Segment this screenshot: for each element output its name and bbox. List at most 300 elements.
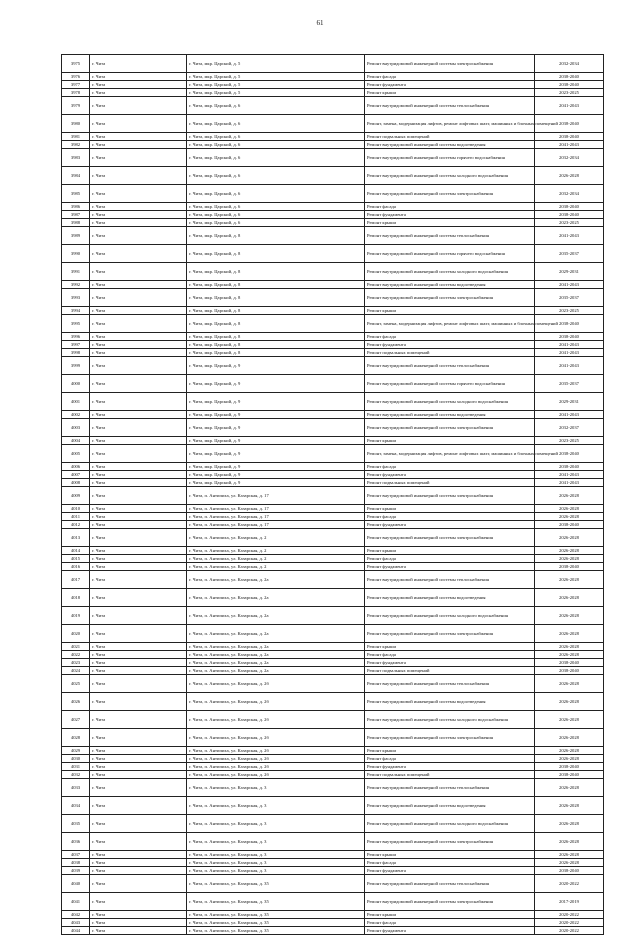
address-cell: г. Чита, мкр. Царский, д. 9: [187, 357, 365, 375]
work-type-cell: Ремонт подвальных помещений: [365, 667, 535, 675]
table-row: [62, 281, 604, 289]
planned-period-cell: 2032-2037: [535, 419, 604, 437]
municipality-cell: г. Чита: [90, 227, 187, 245]
table-row: [62, 149, 604, 167]
planned-period-cell: 2038-2040: [535, 763, 604, 771]
work-type-cell: Ремонт фундамента: [365, 563, 535, 571]
work-type-cell: Ремонт, замена, модернизация лифтов, ремонт лифтовых шахт, машинных и блочных помещений: [365, 315, 535, 333]
address-cell: г. Чита, мкр. Царский, д. 8: [187, 227, 365, 245]
row-number-cell: 4026: [62, 693, 90, 711]
planned-period-cell: 2026-2028: [535, 651, 604, 659]
table-row: [62, 797, 604, 815]
address-cell: г. Чита, мкр. Царский, д. 8: [187, 281, 365, 289]
row-number-cell: 3993: [62, 289, 90, 307]
table-row: [62, 73, 604, 81]
planned-period-cell: 2026-2028: [535, 505, 604, 513]
row-number-cell: 4028: [62, 729, 90, 747]
work-type-cell: Ремонт внутридомовой инженерной системы электроснабжения: [365, 55, 535, 73]
table-row: [62, 521, 604, 529]
table-row: [62, 711, 604, 729]
work-type-cell: Ремонт внутридомовой инженерной системы теплоснабжения: [365, 357, 535, 375]
planned-period-cell: 2035-2037: [535, 375, 604, 393]
municipality-cell: г. Чита: [90, 471, 187, 479]
municipality-cell: г. Чита: [90, 55, 187, 73]
work-type-cell: Ремонт крыши: [365, 437, 535, 445]
planned-period-cell: 2041-2043: [535, 471, 604, 479]
row-number-cell: 4038: [62, 859, 90, 867]
work-type-cell: Ремонт внутридомовой инженерной системы электроснабжения: [365, 833, 535, 851]
address-cell: г. Чита, п. Антипиха, ул. Казарская, д. 3: [187, 797, 365, 815]
work-type-cell: Ремонт фасада: [365, 333, 535, 341]
municipality-cell: г. Чита: [90, 747, 187, 755]
row-number-cell: 4001: [62, 393, 90, 411]
table-row: [62, 643, 604, 651]
planned-period-cell: 2023-2025: [535, 89, 604, 97]
row-number-cell: 4000: [62, 375, 90, 393]
row-number-cell: 3986: [62, 203, 90, 211]
municipality-cell: г. Чита: [90, 505, 187, 513]
table-row: [62, 185, 604, 203]
address-cell: г. Чита, мкр. Царский, д. 9: [187, 471, 365, 479]
municipality-cell: г. Чита: [90, 411, 187, 419]
municipality-cell: г. Чита: [90, 115, 187, 133]
work-type-cell: Ремонт крыши: [365, 851, 535, 859]
table-row: [62, 875, 604, 893]
work-type-cell: Ремонт фундамента: [365, 763, 535, 771]
row-number-cell: 4044: [62, 927, 90, 935]
row-number-cell: 4030: [62, 755, 90, 763]
planned-period-cell: 2032-2034: [535, 149, 604, 167]
row-number-cell: 4040: [62, 875, 90, 893]
table-row: [62, 289, 604, 307]
row-number-cell: 4010: [62, 505, 90, 513]
municipality-cell: г. Чита: [90, 307, 187, 315]
address-cell: г. Чита, мкр. Царский, д. 6: [187, 219, 365, 227]
municipality-cell: г. Чита: [90, 555, 187, 563]
address-cell: г. Чита, п. Антипиха, ул. Казарская, д. 2а: [187, 607, 365, 625]
work-type-cell: Ремонт крыши: [365, 89, 535, 97]
work-type-cell: Ремонт фундамента: [365, 867, 535, 875]
address-cell: г. Чита, мкр. Царский, д. 6: [187, 211, 365, 219]
row-number-cell: 3994: [62, 307, 90, 315]
work-type-cell: Ремонт внутридомовой инженерной системы водоотведения: [365, 693, 535, 711]
address-cell: г. Чита, п. Антипиха, ул. Казарская, д. 2б: [187, 675, 365, 693]
work-type-cell: Ремонт фасада: [365, 463, 535, 471]
work-type-cell: Ремонт внутридомовой инженерной системы холодного водоснабжения: [365, 607, 535, 625]
municipality-cell: г. Чита: [90, 771, 187, 779]
work-type-cell: Ремонт фундамента: [365, 341, 535, 349]
row-number-cell: 3988: [62, 219, 90, 227]
address-cell: г. Чита, мкр. Царский, д. 5: [187, 73, 365, 81]
table-row: [62, 437, 604, 445]
municipality-cell: г. Чита: [90, 333, 187, 341]
table-row: [62, 341, 604, 349]
work-type-cell: Ремонт внутридомовой инженерной системы горячего водоснабжения: [365, 375, 535, 393]
row-number-cell: 4018: [62, 589, 90, 607]
row-number-cell: 4017: [62, 571, 90, 589]
planned-period-cell: 2026-2028: [535, 675, 604, 693]
planned-period-cell: 2026-2028: [535, 167, 604, 185]
row-number-cell: 3985: [62, 185, 90, 203]
planned-period-cell: 2035-2037: [535, 289, 604, 307]
planned-period-cell: 2032-2034: [535, 185, 604, 203]
municipality-cell: г. Чита: [90, 859, 187, 867]
municipality-cell: г. Чита: [90, 675, 187, 693]
work-type-cell: Ремонт крыши: [365, 307, 535, 315]
address-cell: г. Чита, п. Антипиха, ул. Казарская, д. 2б: [187, 693, 365, 711]
page-number: 61: [316, 19, 324, 27]
table-row: [62, 815, 604, 833]
row-number-cell: 4006: [62, 463, 90, 471]
work-type-cell: Ремонт крыши: [365, 643, 535, 651]
address-cell: г. Чита, п. Антипиха, ул. Казарская, д. 2б: [187, 729, 365, 747]
municipality-cell: г. Чита: [90, 833, 187, 851]
municipality-cell: г. Чита: [90, 211, 187, 219]
planned-period-cell: 2038-2040: [535, 333, 604, 341]
row-number-cell: 4009: [62, 487, 90, 505]
planned-period-cell: 2026-2028: [535, 547, 604, 555]
row-number-cell: 4027: [62, 711, 90, 729]
table-row: [62, 81, 604, 89]
work-type-cell: Ремонт внутридомовой инженерной системы теплоснабжения: [365, 97, 535, 115]
municipality-cell: г. Чита: [90, 729, 187, 747]
table-row: [62, 833, 604, 851]
work-type-cell: Ремонт фундамента: [365, 659, 535, 667]
table-row: [62, 625, 604, 643]
table-row: [62, 141, 604, 149]
municipality-cell: г. Чита: [90, 547, 187, 555]
address-cell: г. Чита, п. Антипиха, ул. Казарская, д. 2: [187, 529, 365, 547]
planned-period-cell: 2020-2022: [535, 927, 604, 935]
address-cell: г. Чита, мкр. Царский, д. 5: [187, 81, 365, 89]
planned-period-cell: 2026-2028: [535, 571, 604, 589]
work-type-cell: Ремонт внутридомовой инженерной системы горячего водоснабжения: [365, 149, 535, 167]
municipality-cell: г. Чита: [90, 245, 187, 263]
address-cell: г. Чита, мкр. Царский, д. 5: [187, 89, 365, 97]
address-cell: г. Чита, мкр. Царский, д. 8: [187, 263, 365, 281]
work-type-cell: Ремонт подвальных помещений: [365, 479, 535, 487]
planned-period-cell: 2026-2028: [535, 779, 604, 797]
table-row: [62, 859, 604, 867]
municipality-cell: г. Чита: [90, 643, 187, 651]
row-number-cell: 3991: [62, 263, 90, 281]
planned-period-cell: 2026-2028: [535, 755, 604, 763]
planned-period-cell: 2020-2022: [535, 919, 604, 927]
row-number-cell: 3990: [62, 245, 90, 263]
planned-period-cell: 2017-2019: [535, 893, 604, 911]
address-cell: г. Чита, п. Антипиха, ул. Казарская, д. 3: [187, 779, 365, 797]
address-cell: г. Чита, мкр. Царский, д. 8: [187, 245, 365, 263]
municipality-cell: г. Чита: [90, 911, 187, 919]
planned-period-cell: 2026-2028: [535, 513, 604, 521]
municipality-cell: г. Чита: [90, 755, 187, 763]
work-type-cell: Ремонт крыши: [365, 219, 535, 227]
planned-period-cell: 2041-2043: [535, 357, 604, 375]
address-cell: г. Чита, п. Антипиха, ул. Казарская, д. 2а: [187, 589, 365, 607]
municipality-cell: г. Чита: [90, 875, 187, 893]
work-type-cell: Ремонт подвальных помещений: [365, 771, 535, 779]
row-number-cell: 3998: [62, 349, 90, 357]
work-type-cell: Ремонт внутридомовой инженерной системы холодного водоснабжения: [365, 815, 535, 833]
row-number-cell: 4020: [62, 625, 90, 643]
municipality-cell: г. Чита: [90, 393, 187, 411]
municipality-cell: г. Чита: [90, 263, 187, 281]
work-type-cell: Ремонт внутридомовой инженерной системы холодного водоснабжения: [365, 167, 535, 185]
address-cell: г. Чита, п. Антипиха, ул. Казарская, д. 17: [187, 487, 365, 505]
table-row: [62, 555, 604, 563]
work-type-cell: Ремонт фасада: [365, 73, 535, 81]
planned-period-cell: 2026-2028: [535, 851, 604, 859]
planned-period-cell: 2023-2025: [535, 219, 604, 227]
row-number-cell: 3999: [62, 357, 90, 375]
planned-period-cell: 2038-2040: [535, 203, 604, 211]
municipality-cell: г. Чита: [90, 927, 187, 935]
row-number-cell: 4013: [62, 529, 90, 547]
address-cell: г. Чита, мкр. Царский, д. 9: [187, 479, 365, 487]
planned-period-cell: 2023-2025: [535, 437, 604, 445]
row-number-cell: 4041: [62, 893, 90, 911]
planned-period-cell: 2026-2028: [535, 797, 604, 815]
planned-period-cell: 2026-2028: [535, 859, 604, 867]
planned-period-cell: 2038-2040: [535, 667, 604, 675]
row-number-cell: 4035: [62, 815, 90, 833]
municipality-cell: г. Чита: [90, 219, 187, 227]
municipality-cell: г. Чита: [90, 711, 187, 729]
planned-period-cell: 2038-2040: [535, 659, 604, 667]
address-cell: г. Чита, п. Антипиха, ул. Казарская, д. 35: [187, 911, 365, 919]
address-cell: г. Чита, мкр. Царский, д. 8: [187, 333, 365, 341]
municipality-cell: г. Чита: [90, 133, 187, 141]
planned-period-cell: 2041-2043: [535, 411, 604, 419]
row-number-cell: 3996: [62, 333, 90, 341]
planned-period-cell: 2041-2043: [535, 141, 604, 149]
municipality-cell: г. Чита: [90, 651, 187, 659]
municipality-cell: г. Чита: [90, 203, 187, 211]
table-row: [62, 547, 604, 555]
work-type-cell: Ремонт подвальных помещений: [365, 133, 535, 141]
row-number-cell: 4024: [62, 667, 90, 675]
work-type-cell: Ремонт внутридомовой инженерной системы теплоснабжения: [365, 779, 535, 797]
address-cell: г. Чита, п. Антипиха, ул. Казарская, д. 2б: [187, 711, 365, 729]
work-type-cell: Ремонт внутридомовой инженерной системы холодного водоснабжения: [365, 393, 535, 411]
planned-period-cell: 2026-2028: [535, 625, 604, 643]
address-cell: г. Чита, мкр. Царский, д. 8: [187, 307, 365, 315]
municipality-cell: г. Чита: [90, 167, 187, 185]
planned-period-cell: 2026-2028: [535, 815, 604, 833]
planned-period-cell: 2041-2043: [535, 479, 604, 487]
table-row: [62, 245, 604, 263]
work-type-cell: Ремонт, замена, модернизация лифтов, ремонт лифтовых шахт, машинных и блочных помещений: [365, 115, 535, 133]
table-row: [62, 927, 604, 935]
planned-period-cell: 2041-2043: [535, 341, 604, 349]
table-row: [62, 851, 604, 859]
address-cell: г. Чита, мкр. Царский, д. 9: [187, 445, 365, 463]
work-type-cell: Ремонт подвальных помещений: [365, 349, 535, 357]
work-type-cell: Ремонт фундамента: [365, 211, 535, 219]
work-type-cell: Ремонт фасада: [365, 755, 535, 763]
planned-period-cell: 2026-2028: [535, 607, 604, 625]
table-row: [62, 419, 604, 437]
work-type-cell: Ремонт внутридомовой инженерной системы теплоснабжения: [365, 675, 535, 693]
planned-period-cell: 2038-2040: [535, 211, 604, 219]
address-cell: г. Чита, мкр. Царский, д. 6: [187, 141, 365, 149]
municipality-cell: г. Чита: [90, 659, 187, 667]
planned-period-cell: 2038-2040: [535, 867, 604, 875]
address-cell: г. Чита, п. Антипиха, ул. Казарская, д. 2а: [187, 667, 365, 675]
address-cell: г. Чита, мкр. Царский, д. 9: [187, 393, 365, 411]
table-row: [62, 307, 604, 315]
table-row: [62, 133, 604, 141]
planned-period-cell: 2026-2028: [535, 729, 604, 747]
table-row: [62, 693, 604, 711]
municipality-cell: г. Чита: [90, 341, 187, 349]
work-type-cell: Ремонт внутридомовой инженерной системы теплоснабжения: [365, 571, 535, 589]
municipality-cell: г. Чита: [90, 141, 187, 149]
address-cell: г. Чита, п. Антипиха, ул. Казарская, д. 2б: [187, 747, 365, 755]
planned-period-cell: 2020-2022: [535, 875, 604, 893]
table-row: [62, 779, 604, 797]
municipality-cell: г. Чита: [90, 315, 187, 333]
address-cell: г. Чита, мкр. Царский, д. 5: [187, 55, 365, 73]
planned-period-cell: 2029-2031: [535, 393, 604, 411]
municipality-cell: г. Чита: [90, 419, 187, 437]
row-number-cell: 4023: [62, 659, 90, 667]
planned-period-cell: 2038-2040: [535, 133, 604, 141]
work-type-cell: Ремонт внутридомовой инженерной системы теплоснабжения: [365, 875, 535, 893]
row-number-cell: 4034: [62, 797, 90, 815]
municipality-cell: г. Чита: [90, 437, 187, 445]
table-row: [62, 911, 604, 919]
address-cell: г. Чита, п. Антипиха, ул. Казарская, д. 3: [187, 815, 365, 833]
address-cell: г. Чита, мкр. Царский, д. 6: [187, 149, 365, 167]
address-cell: г. Чита, п. Антипиха, ул. Казарская, д. 2а: [187, 571, 365, 589]
table-row: [62, 445, 604, 463]
row-number-cell: 4033: [62, 779, 90, 797]
address-cell: г. Чита, п. Антипиха, ул. Казарская, д. 2б: [187, 755, 365, 763]
address-cell: г. Чита, п. Антипиха, ул. Казарская, д. 2б: [187, 763, 365, 771]
table-row: [62, 167, 604, 185]
municipality-cell: г. Чита: [90, 149, 187, 167]
table-row: [62, 203, 604, 211]
work-type-cell: Ремонт внутридомовой инженерной системы электроснабжения: [365, 185, 535, 203]
row-number-cell: 4042: [62, 911, 90, 919]
municipality-cell: г. Чита: [90, 851, 187, 859]
address-cell: г. Чита, мкр. Царский, д. 6: [187, 203, 365, 211]
work-type-cell: Ремонт внутридомовой инженерной системы водоотведения: [365, 411, 535, 419]
row-number-cell: 4007: [62, 471, 90, 479]
planned-period-cell: 2041-2043: [535, 281, 604, 289]
planned-period-cell: 2041-2043: [535, 227, 604, 245]
address-cell: г. Чита, п. Антипиха, ул. Казарская, д. 2: [187, 555, 365, 563]
table-row: [62, 651, 604, 659]
planned-period-cell: 2038-2040: [535, 463, 604, 471]
address-cell: г. Чита, п. Антипиха, ул. Казарская, д. 3: [187, 867, 365, 875]
planned-period-cell: 2026-2028: [535, 589, 604, 607]
planned-period-cell: 2038-2040: [535, 771, 604, 779]
table-row: [62, 393, 604, 411]
municipality-cell: г. Чита: [90, 185, 187, 203]
row-number-cell: 3984: [62, 167, 90, 185]
row-number-cell: 3981: [62, 133, 90, 141]
work-type-cell: Ремонт внутридомовой инженерной системы электроснабжения: [365, 729, 535, 747]
table-row: [62, 315, 604, 333]
table-row: [62, 771, 604, 779]
address-cell: г. Чита, п. Антипиха, ул. Казарская, д. 17: [187, 505, 365, 513]
table-body: [62, 55, 604, 935]
municipality-cell: г. Чита: [90, 97, 187, 115]
address-cell: г. Чита, п. Антипиха, ул. Казарская, д. 2б: [187, 771, 365, 779]
municipality-cell: г. Чита: [90, 625, 187, 643]
table-row: [62, 919, 604, 927]
repair-schedule-table: [61, 54, 604, 935]
planned-period-cell: 2038-2040: [535, 81, 604, 89]
row-number-cell: 4039: [62, 867, 90, 875]
table-row: [62, 675, 604, 693]
municipality-cell: г. Чита: [90, 281, 187, 289]
municipality-cell: г. Чита: [90, 289, 187, 307]
row-number-cell: 3982: [62, 141, 90, 149]
row-number-cell: 4021: [62, 643, 90, 651]
row-number-cell: 4015: [62, 555, 90, 563]
municipality-cell: г. Чита: [90, 513, 187, 521]
municipality-cell: г. Чита: [90, 445, 187, 463]
address-cell: г. Чита, мкр. Царский, д. 9: [187, 411, 365, 419]
municipality-cell: г. Чита: [90, 349, 187, 357]
row-number-cell: 3995: [62, 315, 90, 333]
table-row: [62, 505, 604, 513]
municipality-cell: г. Чита: [90, 521, 187, 529]
municipality-cell: г. Чита: [90, 73, 187, 81]
work-type-cell: Ремонт фасада: [365, 859, 535, 867]
planned-period-cell: 2029-2031: [535, 263, 604, 281]
municipality-cell: г. Чита: [90, 893, 187, 911]
work-type-cell: Ремонт внутридомовой инженерной системы электроснабжения: [365, 487, 535, 505]
work-type-cell: Ремонт крыши: [365, 505, 535, 513]
municipality-cell: г. Чита: [90, 487, 187, 505]
work-type-cell: Ремонт, замена, модернизация лифтов, ремонт лифтовых шахт, машинных и блочных помещений: [365, 445, 535, 463]
address-cell: г. Чита, мкр. Царский, д. 8: [187, 289, 365, 307]
work-type-cell: Ремонт фасада: [365, 651, 535, 659]
table-row: [62, 97, 604, 115]
municipality-cell: г. Чита: [90, 779, 187, 797]
table-row: [62, 487, 604, 505]
planned-period-cell: 2038-2040: [535, 73, 604, 81]
planned-period-cell: 2038-2040: [535, 563, 604, 571]
planned-period-cell: 2038-2040: [535, 315, 604, 333]
row-number-cell: 4032: [62, 771, 90, 779]
work-type-cell: Ремонт внутридомовой инженерной системы горячего водоснабжения: [365, 245, 535, 263]
row-number-cell: 4003: [62, 419, 90, 437]
row-number-cell: 4037: [62, 851, 90, 859]
planned-period-cell: 2041-2043: [535, 97, 604, 115]
municipality-cell: г. Чита: [90, 607, 187, 625]
municipality-cell: г. Чита: [90, 867, 187, 875]
table-row: [62, 607, 604, 625]
address-cell: г. Чита, мкр. Царский, д. 8: [187, 349, 365, 357]
planned-period-cell: 2026-2028: [535, 833, 604, 851]
work-type-cell: Ремонт внутридомовой инженерной системы водоотведения: [365, 281, 535, 289]
work-type-cell: Ремонт внутридомовой инженерной системы водоотведения: [365, 141, 535, 149]
table-row: [62, 211, 604, 219]
table-row: [62, 219, 604, 227]
planned-period-cell: 2041-2043: [535, 349, 604, 357]
work-type-cell: Ремонт фундамента: [365, 521, 535, 529]
table-row: [62, 479, 604, 487]
work-type-cell: Ремонт фундамента: [365, 927, 535, 935]
planned-period-cell: 2032-2034: [535, 55, 604, 73]
municipality-cell: г. Чита: [90, 479, 187, 487]
row-number-cell: 3987: [62, 211, 90, 219]
